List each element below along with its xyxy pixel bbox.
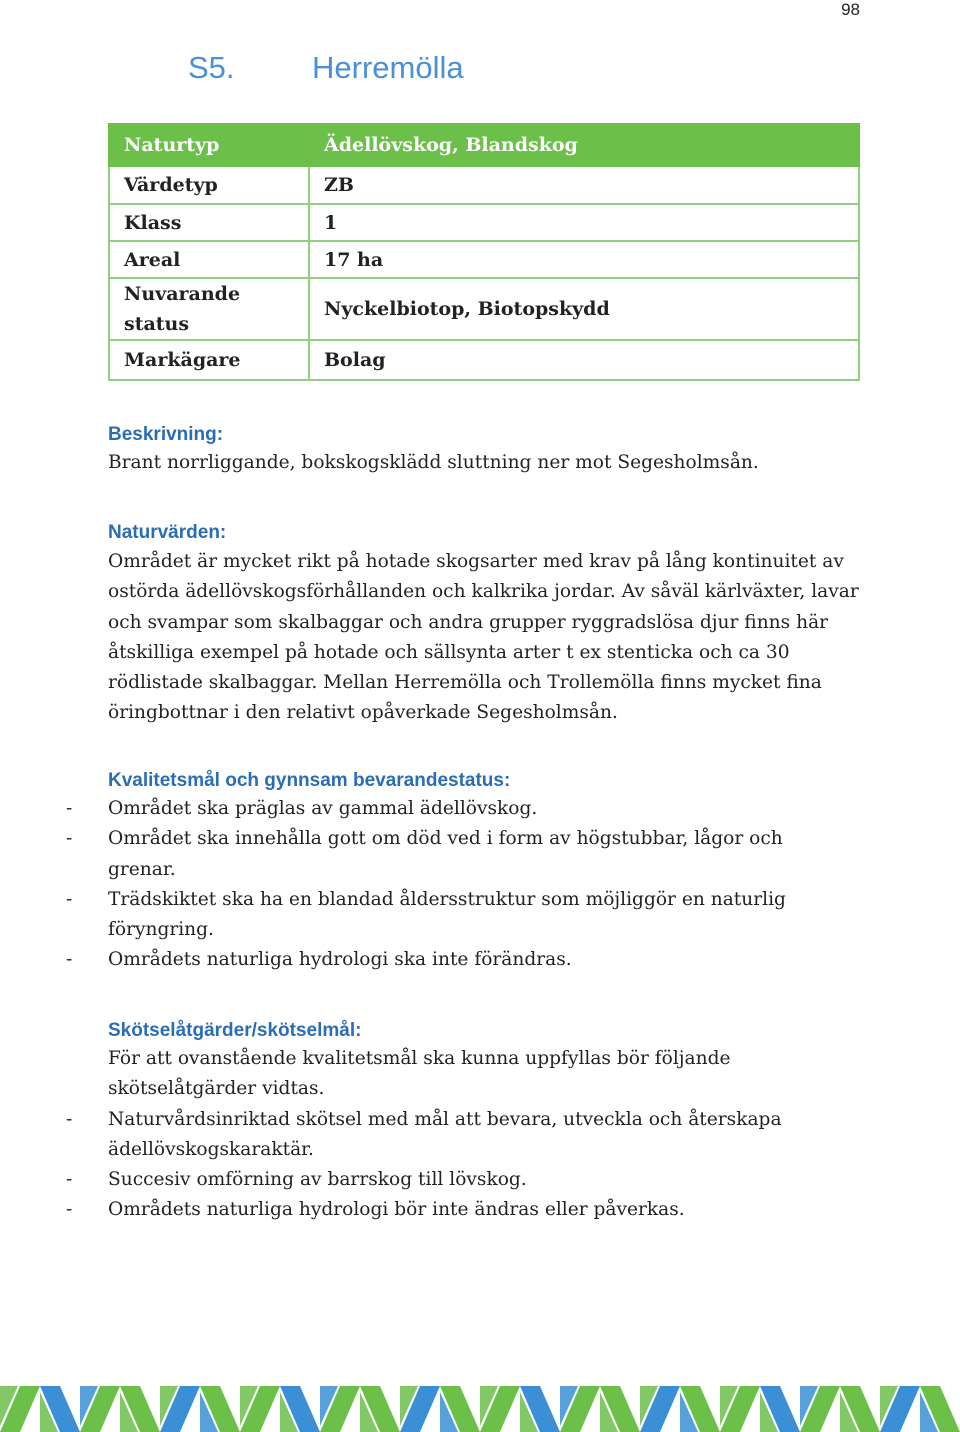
table-cell-label: Markägare <box>109 340 309 380</box>
table-cell-value: 17 ha <box>309 241 859 278</box>
management-actions-list <box>108 1105 808 1226</box>
management-intro-text: För att ovanstående kvalitetsmål ska kunna uppfyllas bör följande skötselåtgärder vidtas. <box>108 1048 731 1100</box>
list-item: - Naturvårdsinriktad skötsel med mål att bevara, utveckla och återskapa ädellövskogskaraktär. <box>108 1105 808 1166</box>
list-item: - Området ska präglas av gammal ädellövskog. <box>108 794 860 824</box>
list-item: - Områdets naturliga hydrologi ska inte förändras. <box>108 945 860 975</box>
table-cell-label: Klass <box>109 204 309 241</box>
section-heading: Beskrivning: <box>108 424 224 445</box>
table-cell-value: Nyckelbiotop, Biotopskydd <box>309 278 859 340</box>
table-row <box>109 241 859 278</box>
page-number: 98 <box>841 0 860 19</box>
list-item: - Trädskiktet ska ha en blandad åldersstruktur som möjliggör en naturlig föryngring. <box>108 885 808 946</box>
section-kvalitetsmal <box>108 770 860 976</box>
site-name: Herremölla <box>312 50 464 85</box>
site-info-table <box>108 123 860 381</box>
table-header-row <box>109 124 859 166</box>
table-row <box>109 278 859 340</box>
table-cell-label: Naturtyp <box>109 124 309 166</box>
list-item: - Områdets naturliga hydrologi bör inte ändras eller påverkas. <box>108 1195 808 1225</box>
section-skotsel <box>108 1020 808 1226</box>
list-item: - Succesiv omförning av barrskog till lövskog. <box>108 1165 808 1195</box>
list-item: - Området ska innehålla gott om död ved i form av högstubbar, lågor och grenar. <box>108 824 808 885</box>
section-heading: Naturvärden: <box>108 522 227 543</box>
table-cell-value: 1 <box>309 204 859 241</box>
table-row <box>109 340 859 380</box>
footer-pattern <box>0 1386 960 1432</box>
description-text: Brant norrliggande, bokskogsklädd sluttning ner mot Segesholmsån. <box>108 452 759 473</box>
table-row <box>109 204 859 241</box>
section-heading: Kvalitetsmål och gynnsam bevarandestatus: <box>108 770 511 791</box>
table-cell-label: Areal <box>109 241 309 278</box>
table-cell-label: Värdetyp <box>109 166 309 204</box>
table-cell-label: Nuvarande status <box>109 278 309 340</box>
quality-goals-list <box>108 794 860 976</box>
page-title <box>188 50 464 86</box>
table-cell-value: Bolag <box>309 340 859 380</box>
table-row <box>109 166 859 204</box>
table-cell-value: ZB <box>309 166 859 204</box>
table-cell-value: Ädellövskog, Blandskog <box>309 124 859 166</box>
section-heading: Skötselåtgärder/skötselmål: <box>108 1020 362 1041</box>
section-number: S5. <box>188 50 235 85</box>
section-naturvarden <box>108 522 860 729</box>
nature-values-text: Området är mycket rikt på hotade skogsarter med krav på lång kontinuitet av ostörda ädellövskogsförhållanden och kalkrika jordar. Av såväl kärlväxter, lavar och svampar som skalbaggar och andra grupper ryggradslösa djur finns här åtskilliga exempel på hotade och sällsynta arter t ex stenticka och ca 30 rödlistade skalbaggar. Mellan Herremölla och Trollemölla finns mycket fina öringbottnar i den relativt opåverkade Segesholmsån. <box>108 551 859 724</box>
section-beskrivning <box>108 424 868 478</box>
